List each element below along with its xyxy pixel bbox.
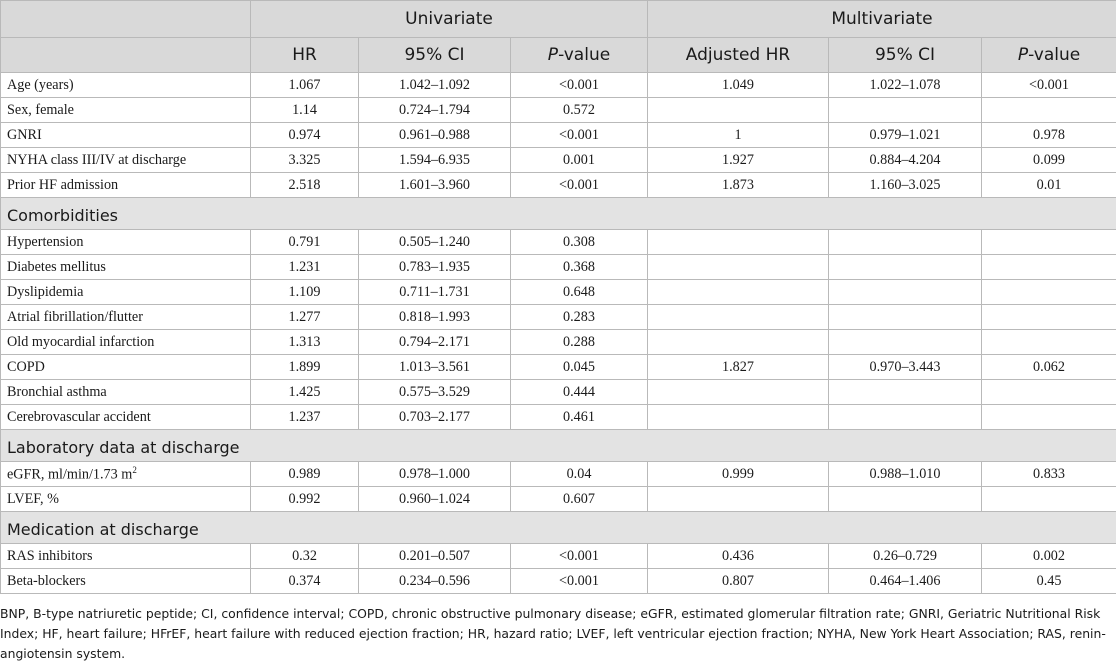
ci-cell: 0.505–1.240 [359, 230, 511, 255]
p-value-cell: 0.461 [511, 405, 648, 430]
p-value-cell: 0.444 [511, 380, 648, 405]
row-label-text: COPD [7, 359, 45, 375]
table-row [1, 230, 1116, 255]
row-label-text: RAS inhibitors [7, 548, 93, 564]
row-label [1, 148, 251, 173]
row-label-text: LVEF, % [7, 491, 59, 507]
row-label-text: NYHA class III/IV at discharge [7, 152, 186, 168]
p-value-cell: <0.001 [511, 544, 648, 569]
row-label-text: Atrial fibrillation/flutter [7, 309, 143, 325]
ci-cell: 0.978–1.000 [359, 462, 511, 487]
table-row [1, 148, 1116, 173]
header-multivariate: Multivariate [648, 1, 1116, 38]
ci-cell: 0.794–2.171 [359, 330, 511, 355]
adjusted-hr-cell: 0.436 [648, 544, 829, 569]
row-label-text: Beta-blockers [7, 573, 86, 589]
p-value-cell: <0.001 [511, 569, 648, 594]
ci-cell: 0.711–1.731 [359, 280, 511, 305]
hr-cell: 1.277 [251, 305, 359, 330]
hr-cell: 1.231 [251, 255, 359, 280]
row-label [1, 462, 251, 487]
row-label [1, 305, 251, 330]
section-title [1, 512, 1116, 544]
ci-cell: 0.703–2.177 [359, 405, 511, 430]
hr-cell: 0.374 [251, 569, 359, 594]
p-value-cell: <0.001 [511, 123, 648, 148]
adjusted-p-value-cell: 0.978 [982, 123, 1116, 148]
ci-cell: 1.013–3.561 [359, 355, 511, 380]
table-row [1, 73, 1116, 98]
row-label [1, 255, 251, 280]
table-row [1, 255, 1116, 280]
table-row [1, 98, 1116, 123]
adjusted-p-value-cell [982, 280, 1116, 305]
p-value-cell: 0.288 [511, 330, 648, 355]
ci-cell: 1.594–6.935 [359, 148, 511, 173]
adjusted-p-value-cell [982, 487, 1116, 512]
adjusted-hr-cell [648, 487, 829, 512]
table-row [1, 569, 1116, 594]
table-row [1, 487, 1116, 512]
ci-cell: 0.724–1.794 [359, 98, 511, 123]
adjusted-p-value-cell: 0.01 [982, 173, 1116, 198]
adjusted-p-value-cell: 0.45 [982, 569, 1116, 594]
ci-cell: 0.960–1.024 [359, 487, 511, 512]
adjusted-hr-cell: 0.999 [648, 462, 829, 487]
ci-cell: 0.818–1.993 [359, 305, 511, 330]
row-label-superscript: 2 [132, 465, 137, 475]
adjusted-ci-cell [829, 330, 982, 355]
table-row [1, 280, 1116, 305]
p-value-cell: <0.001 [511, 73, 648, 98]
adjusted-p-value-cell [982, 305, 1116, 330]
adjusted-p-value-cell [982, 98, 1116, 123]
adjusted-p-value-cell [982, 380, 1116, 405]
p-value-cell: 0.308 [511, 230, 648, 255]
adjusted-ci-cell: 1.160–3.025 [829, 173, 982, 198]
p-value-cell: 0.001 [511, 148, 648, 173]
adjusted-ci-cell [829, 487, 982, 512]
header-multi-hr: Adjusted HR [648, 38, 829, 73]
p-value-cell: 0.648 [511, 280, 648, 305]
adjusted-hr-cell [648, 380, 829, 405]
p-value-cell: 0.368 [511, 255, 648, 280]
section-title-text: Laboratory data at discharge [7, 438, 240, 457]
row-label-text: Bronchial asthma [7, 384, 107, 400]
row-label [1, 487, 251, 512]
adjusted-p-value-cell [982, 405, 1116, 430]
hr-cell: 1.14 [251, 98, 359, 123]
ci-cell: 0.961–0.988 [359, 123, 511, 148]
table-row [1, 305, 1116, 330]
adjusted-ci-cell [829, 405, 982, 430]
table-header [1, 1, 1116, 73]
adjusted-ci-cell: 0.970–3.443 [829, 355, 982, 380]
ci-cell: 0.783–1.935 [359, 255, 511, 280]
ci-cell: 0.201–0.507 [359, 544, 511, 569]
hr-cell: 2.518 [251, 173, 359, 198]
adjusted-p-value-cell: 0.002 [982, 544, 1116, 569]
hr-cell: 0.989 [251, 462, 359, 487]
p-value-cell: 0.283 [511, 305, 648, 330]
hr-cell: 3.325 [251, 148, 359, 173]
adjusted-hr-cell [648, 330, 829, 355]
table-footnote: BNP, B-type natriuretic peptide; CI, confidence interval; COPD, chronic obstructive pulmonary disease; eGFR, estimated glomerular filtration rate; GNRI, Geriatric Nutritional Risk Index; HF, heart failure; HFrEF, heart failure with reduced ejection fraction; HR, hazard ratio; LVEF, left ventricular ejection fraction; NYHA, New York Heart Association; RAS, renin-angiotensin system. [0, 604, 1110, 664]
section-header-row [1, 430, 1116, 462]
header-blank-cell [1, 1, 251, 38]
adjusted-ci-cell: 0.884–4.204 [829, 148, 982, 173]
hr-cell: 1.899 [251, 355, 359, 380]
adjusted-hr-cell [648, 405, 829, 430]
table-row [1, 123, 1116, 148]
section-title [1, 430, 1116, 462]
header-univariate: Univariate [251, 1, 648, 38]
ci-cell: 1.042–1.092 [359, 73, 511, 98]
section-header-row [1, 512, 1116, 544]
row-label-text: Sex, female [7, 102, 74, 118]
adjusted-ci-cell: 0.979–1.021 [829, 123, 982, 148]
adjusted-hr-cell [648, 255, 829, 280]
table-row [1, 380, 1116, 405]
header-multi-p-prefix: P [1018, 45, 1028, 65]
row-label [1, 123, 251, 148]
p-value-cell: 0.572 [511, 98, 648, 123]
p-value-cell: 0.045 [511, 355, 648, 380]
p-value-cell: <0.001 [511, 173, 648, 198]
p-value-cell: 0.04 [511, 462, 648, 487]
row-label-text: GNRI [7, 127, 42, 143]
adjusted-ci-cell [829, 255, 982, 280]
row-label [1, 544, 251, 569]
adjusted-p-value-cell: <0.001 [982, 73, 1116, 98]
header-uni-p [511, 38, 648, 73]
row-label [1, 280, 251, 305]
table-row [1, 355, 1116, 380]
row-label [1, 230, 251, 255]
section-title [1, 198, 1116, 230]
adjusted-ci-cell [829, 380, 982, 405]
adjusted-hr-cell: 1 [648, 123, 829, 148]
ci-cell: 1.601–3.960 [359, 173, 511, 198]
section-title-text: Medication at discharge [7, 520, 199, 539]
row-label [1, 73, 251, 98]
adjusted-hr-cell [648, 230, 829, 255]
adjusted-p-value-cell [982, 230, 1116, 255]
adjusted-hr-cell [648, 98, 829, 123]
table-row [1, 330, 1116, 355]
hr-cell: 1.425 [251, 380, 359, 405]
hr-cell: 1.067 [251, 73, 359, 98]
table-row [1, 173, 1116, 198]
row-label-text: Hypertension [7, 234, 83, 250]
adjusted-p-value-cell: 0.099 [982, 148, 1116, 173]
adjusted-hr-cell: 1.049 [648, 73, 829, 98]
adjusted-ci-cell: 0.26–0.729 [829, 544, 982, 569]
row-label-text: Prior HF admission [7, 177, 118, 193]
adjusted-p-value-cell: 0.833 [982, 462, 1116, 487]
table-row [1, 462, 1116, 487]
row-label-text: Cerebrovascular accident [7, 409, 151, 425]
adjusted-ci-cell [829, 230, 982, 255]
header-uni-ci: 95% CI [359, 38, 511, 73]
adjusted-hr-cell: 1.927 [648, 148, 829, 173]
adjusted-hr-cell [648, 280, 829, 305]
hr-cell: 0.992 [251, 487, 359, 512]
ci-cell: 0.234–0.596 [359, 569, 511, 594]
row-label [1, 98, 251, 123]
header-multi-ci: 95% CI [829, 38, 982, 73]
row-label [1, 405, 251, 430]
row-label-text: eGFR, ml/min/1.73 m [7, 466, 132, 482]
adjusted-hr-cell [648, 305, 829, 330]
adjusted-p-value-cell [982, 330, 1116, 355]
table-body [1, 73, 1116, 594]
adjusted-hr-cell: 1.873 [648, 173, 829, 198]
p-value-cell: 0.607 [511, 487, 648, 512]
section-header-row [1, 198, 1116, 230]
header-uni-hr: HR [251, 38, 359, 73]
section-title-text: Comorbidities [7, 206, 118, 225]
adjusted-p-value-cell [982, 255, 1116, 280]
row-label-text: Age (years) [7, 77, 74, 93]
hr-cell: 1.109 [251, 280, 359, 305]
hr-cell: 0.32 [251, 544, 359, 569]
table-row [1, 405, 1116, 430]
adjusted-p-value-cell: 0.062 [982, 355, 1116, 380]
adjusted-ci-cell [829, 280, 982, 305]
row-label-text: Old myocardial infarction [7, 334, 154, 350]
hr-cell: 1.237 [251, 405, 359, 430]
adjusted-hr-cell: 0.807 [648, 569, 829, 594]
row-label [1, 569, 251, 594]
hr-cell: 1.313 [251, 330, 359, 355]
hr-cell: 0.974 [251, 123, 359, 148]
header-multi-p-suffix: -value [1028, 45, 1080, 65]
row-label-text: Dyslipidemia [7, 284, 83, 300]
adjusted-ci-cell [829, 305, 982, 330]
header-uni-p-suffix: -value [558, 45, 610, 65]
adjusted-ci-cell: 0.464–1.406 [829, 569, 982, 594]
hr-cell: 0.791 [251, 230, 359, 255]
row-label [1, 380, 251, 405]
adjusted-ci-cell: 0.988–1.010 [829, 462, 982, 487]
header-multi-p [982, 38, 1116, 73]
row-label [1, 330, 251, 355]
adjusted-ci-cell: 1.022–1.078 [829, 73, 982, 98]
adjusted-hr-cell: 1.827 [648, 355, 829, 380]
table-row [1, 544, 1116, 569]
row-label-text: Diabetes mellitus [7, 259, 106, 275]
ci-cell: 0.575–3.529 [359, 380, 511, 405]
adjusted-ci-cell [829, 98, 982, 123]
header-blank-cell-2 [1, 38, 251, 73]
header-uni-p-prefix: P [548, 45, 558, 65]
row-label [1, 355, 251, 380]
row-label [1, 173, 251, 198]
